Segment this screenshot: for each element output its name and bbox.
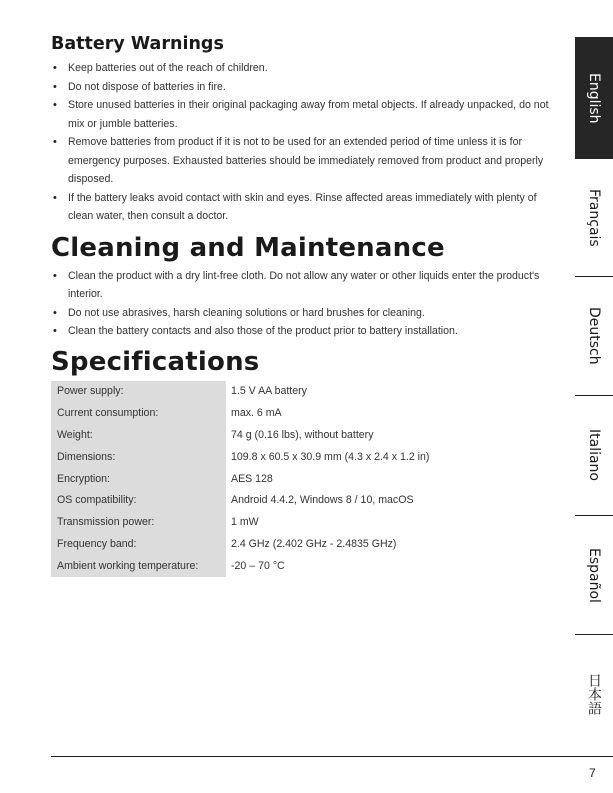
tab-label: Français: [586, 189, 602, 247]
tab-espanol[interactable]: [575, 516, 613, 634]
table-row: [51, 489, 429, 511]
page-number: 7: [589, 766, 596, 780]
tab-label: Deutsch: [586, 307, 602, 365]
battery-warnings-section: [51, 34, 563, 226]
spec-label: Ambient working temperature:: [51, 555, 226, 577]
list-item: • Remove batteries from product if it is not to be used for an extended period of time unless it is for emergency purposes. Exhausted batteries should be immediately removed from product and properly disposed.: [51, 133, 563, 189]
tab-label: English: [586, 72, 602, 124]
footer-divider: [51, 756, 613, 757]
table-row: [51, 555, 429, 577]
tab-italiano[interactable]: [575, 396, 613, 514]
table-row: [51, 402, 429, 424]
spec-value: 2.4 GHz (2.402 GHz - 2.4835 GHz): [231, 537, 397, 550]
spec-label: Frequency band:: [51, 533, 226, 555]
list-item: • If the battery leaks avoid contact with skin and eyes. Rinse affected areas immediately with plenty of clean water, then consult a doctor.: [51, 189, 563, 226]
table-row: [51, 511, 429, 533]
spec-label: Transmission power:: [51, 511, 226, 533]
spec-label: OS compatibility:: [51, 489, 226, 511]
spec-value: 109.8 x 60.5 x 30.9 mm (4.3 x 2.4 x 1.2 in): [231, 450, 430, 463]
list-item: • Do not use abrasives, harsh cleaning solutions or hard brushes for cleaning.: [51, 304, 563, 323]
spec-label: Power supply:: [51, 381, 226, 403]
spec-value: Android 4.4.2, Windows 8 / 10, macOS: [231, 494, 414, 507]
spec-value: AES 128: [231, 472, 273, 485]
list-item: • Clean the product with a dry lint-free cloth. Do not allow any water or other liquids enter the product's interior.: [51, 267, 563, 304]
specifications-section: [51, 347, 563, 577]
table-row: [51, 468, 429, 490]
cleaning-section: [51, 233, 563, 341]
spec-value: 74 g (0.16 lbs), without battery: [231, 428, 374, 441]
spec-label: Dimensions:: [51, 446, 226, 468]
table-row: [51, 533, 429, 555]
tab-francais[interactable]: [575, 161, 613, 275]
battery-warnings-heading: Battery Warnings: [51, 34, 224, 54]
tab-label: Italiano: [586, 429, 602, 481]
tab-label: Español: [586, 547, 602, 603]
specifications-table: [51, 381, 429, 577]
tab-label: 日本語: [586, 673, 602, 715]
tab-japanese[interactable]: [575, 635, 613, 753]
specifications-heading: Specifications: [51, 346, 260, 377]
list-item: • Store unused batteries in their original packaging away from metal objects. If already unpacked, do not mix or jumble batteries.: [51, 96, 563, 133]
spec-label: Encryption:: [51, 468, 226, 490]
spec-label: Weight:: [51, 424, 226, 446]
spec-value: 1.5 V AA battery: [231, 385, 307, 398]
spec-value: 1 mW: [231, 516, 259, 529]
table-row: [51, 446, 429, 468]
tab-deutsch[interactable]: [575, 277, 613, 395]
spec-value: -20 – 70 °C: [231, 559, 285, 572]
list-item: • Keep batteries out of the reach of children.: [51, 59, 563, 78]
cleaning-list: [51, 267, 563, 341]
table-row: [51, 381, 429, 403]
battery-warnings-list: [51, 59, 563, 226]
spec-value: max. 6 mA: [231, 407, 282, 420]
cleaning-heading: Cleaning and Maintenance: [51, 232, 445, 263]
tab-english[interactable]: [575, 37, 613, 159]
page-content: [51, 34, 563, 577]
table-row: [51, 424, 429, 446]
list-item: • Clean the battery contacts and also those of the product prior to battery installation.: [51, 322, 563, 341]
list-item: • Do not dispose of batteries in fire.: [51, 78, 563, 97]
spec-label: Current consumption:: [51, 402, 226, 424]
